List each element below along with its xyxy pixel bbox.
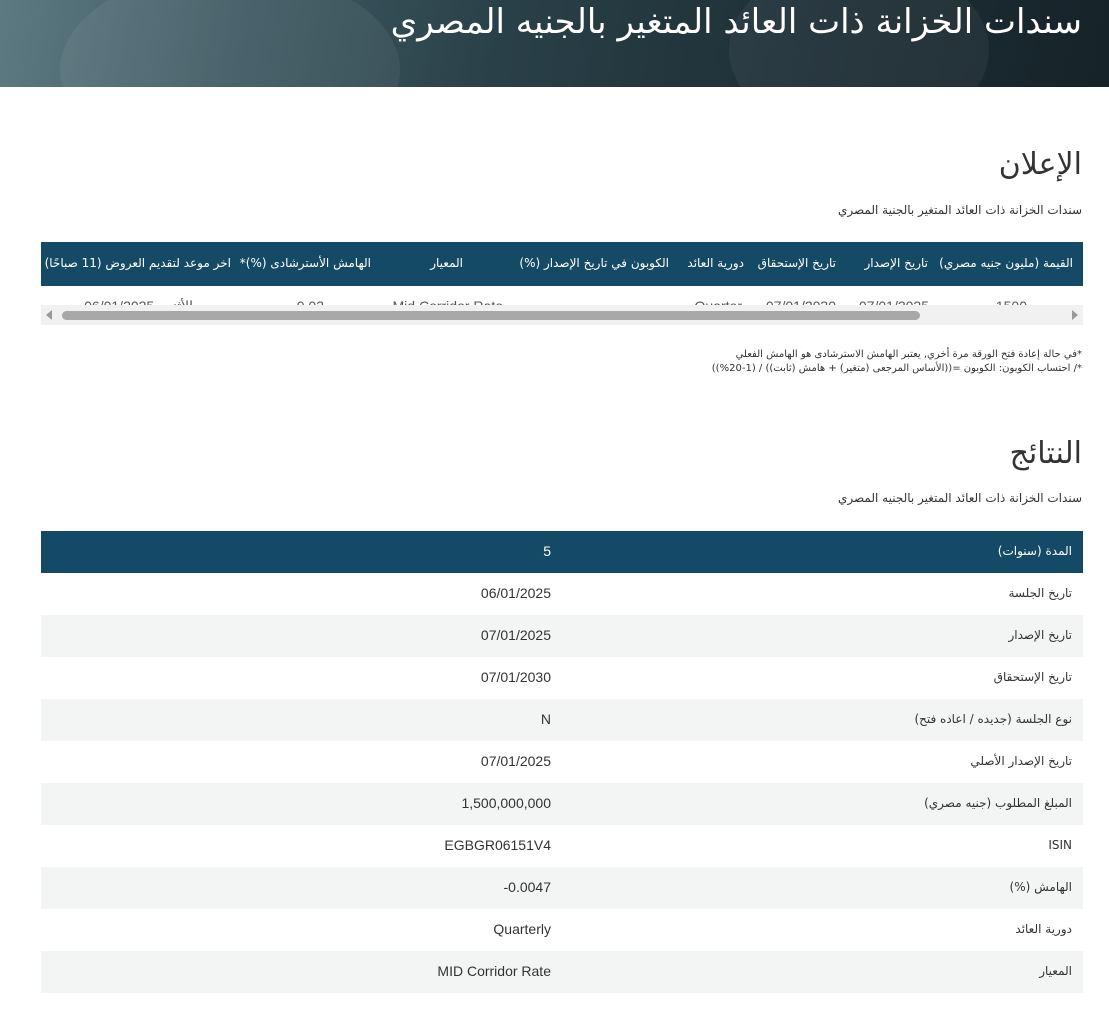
announcement-table-header (41, 242, 1083, 286)
row-value: N (540, 711, 551, 727)
table-row (41, 657, 1083, 699)
header-indicative-margin: الهامش الأسترشادى (%)* (239, 256, 371, 270)
header-coupon-frequency: دورية العائد (687, 256, 744, 270)
table-row (41, 951, 1083, 993)
row-label: المدة (سنوات) (997, 544, 1072, 558)
row-value: EGBGR06151V4 (444, 837, 551, 853)
row-label: المعيار (1039, 964, 1072, 978)
table-row (41, 825, 1083, 867)
hero-decor (60, 0, 400, 87)
header-coupon-at-issue: الكوبون في تاريخ الإصدار (%) (519, 256, 669, 270)
row-value: 0.0047- (503, 879, 551, 895)
table-row (41, 741, 1083, 783)
row-label: دورية العائد (1015, 922, 1072, 936)
note-margin: *في حالة إعادة فتح الورقة مرة أخري, يعتبر الهامش الاسترشادى هو الهامش الفعلي (735, 349, 1082, 360)
page-title: سندات الخزانة ذات العائد المتغير بالجنيه المصري (390, 2, 1082, 42)
row-label: ISIN (1048, 838, 1072, 852)
header-maturity-date: تاريخ الإستحقاق (757, 256, 836, 270)
table-row (41, 615, 1083, 657)
table-row (41, 867, 1083, 909)
row-label: تاريخ الجلسة (1008, 586, 1072, 600)
row-value: 07/01/2025 (480, 627, 551, 643)
header-benchmark: المعيار (430, 256, 463, 270)
row-value: Quarterly (493, 921, 551, 937)
header-bid-deadline: اخر موعد لتقديم العروض (11 صباحًا) (44, 256, 231, 270)
header-issue-date: تاريخ الإصدار (864, 256, 928, 270)
row-label: تاريخ الإستحقاق (993, 670, 1072, 684)
horizontal-scrollbar[interactable] (41, 305, 1083, 325)
row-value: 1,500,000,000 (461, 795, 551, 811)
row-label: الهامش (%) (1009, 880, 1072, 894)
hero-banner (0, 0, 1109, 87)
results-subtitle: سندات الخزانة ذات العائد المتغير بالجنيه المصري (837, 491, 1082, 505)
row-label: تاريخ الإصدار (1008, 628, 1072, 642)
arrow-left-icon[interactable] (46, 310, 52, 320)
results-table (41, 531, 1083, 993)
row-label: المبلغ المطلوب (جنيه مصري) (924, 796, 1072, 810)
row-value: 07/01/2030 (480, 669, 551, 685)
announcement-title: الإعلان (998, 147, 1082, 182)
table-row (41, 531, 1083, 573)
table-row (41, 573, 1083, 615)
table-row (41, 783, 1083, 825)
note-coupon-formula: */ احتساب الكوبون: الكوبون =((الأساس المرجعى (متغير) + هامش (ثابت)) / (1-20%)) (711, 363, 1082, 374)
row-label: تاريخ الإصدار الأصلي (970, 754, 1072, 768)
announcement-notes (712, 348, 1082, 376)
row-label: نوع الجلسة (جديده / اعاده فتح) (914, 712, 1072, 726)
table-row (41, 699, 1083, 741)
row-value: 06/01/2025 (480, 585, 551, 601)
results-title: النتائج (1009, 436, 1082, 471)
table-row (41, 909, 1083, 951)
row-value: 5 (543, 543, 551, 559)
header-value: القيمة (مليون جنيه مصري) (939, 256, 1073, 270)
arrow-right-icon[interactable] (1072, 310, 1078, 320)
announcement-subtitle: سندات الخزانة ذات العائد المتغير بالجنية المصري (837, 203, 1082, 217)
scrollbar-thumb[interactable] (62, 311, 920, 320)
row-value: 07/01/2025 (480, 753, 551, 769)
row-value: MID Corridor Rate (437, 963, 551, 979)
